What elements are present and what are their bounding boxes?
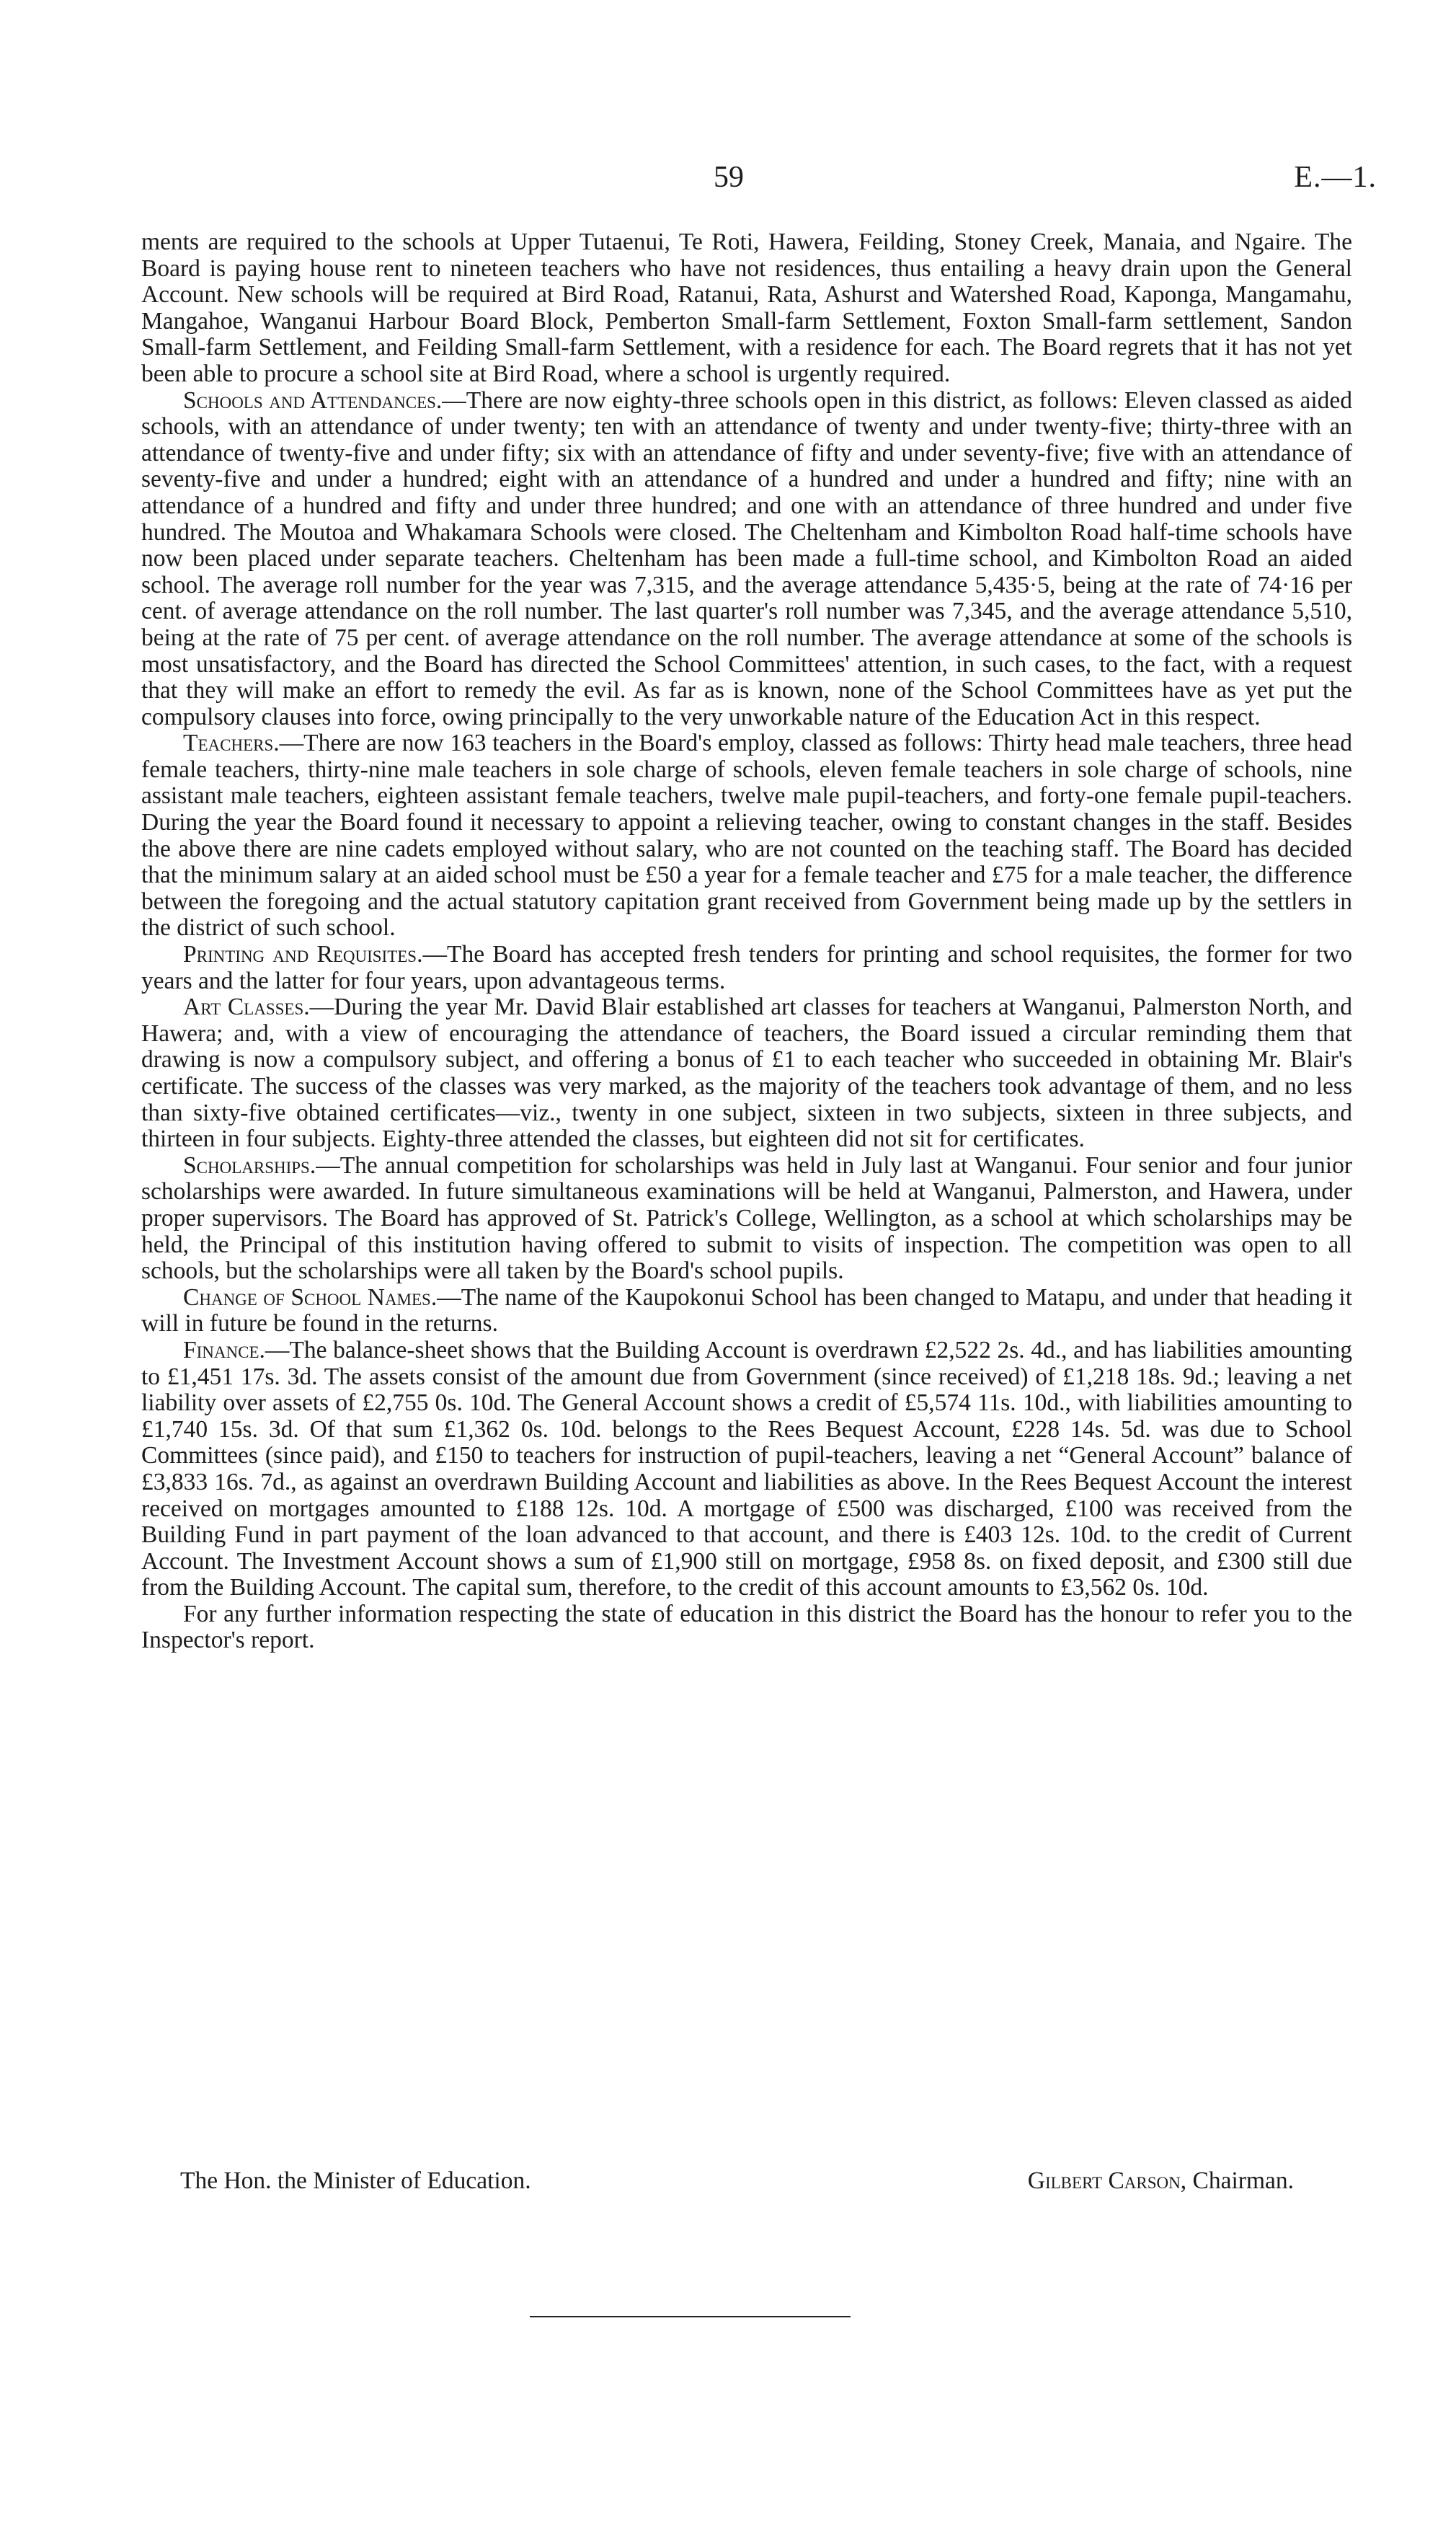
- paragraph-art-classes: [141, 994, 1352, 1153]
- paragraph-text: —There are now 163 teachers in the Board's employ, classed as follows: Thirty head male teachers, three head female teachers, thirty-nine male teachers in sole charge of schools, eleven female teachers in sole charge of schools, nine assistant male teachers, eighteen assistant female teachers, twelve male pupil-teachers, and forty-one female pupil-teachers. During the year the Board found it necessary to appoint a relieving teacher, owing to constant changes in the staff. Besides the above there are nine cadets employed without salary, who are not counted on the teaching staff. The Board has decided that the minimum salary at an aided school must be £50 a year for a female teacher and £75 for a male teacher, the difference between the foregoing and the actual statutory capitation grant received from Government being made up by the settlers in the district of such school.: [141, 730, 1352, 942]
- section-heading: Change of School Names.: [183, 1283, 438, 1311]
- paragraph-text: —The balance-sheet shows that the Building Account is overdrawn £2,522 2s. 4d., and has liabilities amounting to £1,451 17s. 3d. The assets consist of the amount due from Government (since received) of £1,218 18s. 9d.; leaving a net liability over assets of £2,755 0s. 10d. The General Account shows a credit of £5,574 11s. 10d., with liabilities amounting to £1,740 15s. 3d. Of that sum £1,362 0s. 10d. belongs to the Rees Bequest Account, £228 14s. 5d. was due to School Committees (since paid), and £150 to teachers for instruction of pupil-teachers, leaving a net “General Account” balance of £3,833 16s. 7d., as against an overdrawn Building Account and liabilities as above. In the Rees Bequest Account the interest received on mortgages amounted to £188 12s. 10d. A mortgage of £500 was discharged, £100 was received from the Building Fund in part payment of the loan advanced to that account, and there is £403 12s. 10d. to the credit of Current Account. The Investment Account shows a sum of £1,900 still on mortgage, £958 8s. on fixed deposit, and £300 still due from the Building Account. The capital sum, therefore, to the credit of this account amounts to £3,562 0s. 10d.: [141, 1336, 1352, 1601]
- section-heading: Scholarships.: [183, 1151, 316, 1179]
- paragraph-closing: [141, 1601, 1352, 1654]
- paragraph-text: —During the year Mr. David Blair established art classes for teachers at Wanganui, Palmerston North, and Hawera; and, with a view of encouraging the attendance of teachers, the Board issued a circular reminding them that drawing is now a compulsory subject, and offering a bonus of £1 to each teacher who succeeded in obtaining Mr. Blair's certificate. The success of the classes was very marked, as the majority of the teachers took advantage of them, and no less than sixty-five obtained certificates—viz., twenty in one subject, sixteen in two subjects, sixteen in three subjects, and thirteen in four subjects. Eighty-three attended the classes, but eighteen did not sit for certificates.: [141, 994, 1352, 1153]
- signatory-title: , Chairman.: [1180, 2167, 1294, 2194]
- signatory-name: Gilbert Carson: [1027, 2167, 1181, 2194]
- addressee: The Hon. the Minister of Education.: [180, 2167, 531, 2194]
- section-heading: Finance.: [183, 1336, 265, 1363]
- paragraph-teachers: [141, 730, 1352, 942]
- report-body: [141, 229, 1352, 1654]
- paragraph-change-of-school-names: [141, 1285, 1352, 1337]
- section-heading: Art Classes.: [183, 994, 310, 1021]
- paragraph-text: —There are now eighty-three schools open in this district, as follows: Eleven classed as aided schools, with an attendance of under twenty; ten with an attendance of twenty and under twenty-five; thirty-three with an attendance of twenty-five and under fifty; six with an attendance of fifty and under seventy-five; five with an attendance of seventy-five and under a hundred; eight with an attendance of a hundred and under a hundred and fifty; nine with an attendance of a hundred and fifty and under three hundred; and one with an attendance of three hundred and under five hundred. The Moutoa and Whakamara Schools were closed. The Cheltenham and Kimbolton Road half-time schools have now been placed under separate teachers. Cheltenham has been made a full-time school, and Kimbolton Road an aided school. The average roll number for the year was 7,315, and the average attendance 5,435·5, being at the rate of 74·16 per cent. of average attendance on the roll number. The last quarter's roll number was 7,345, and the average attendance 5,510, being at the rate of 75 per cent. of average attendance on the roll number. The average attendance at some of the schools is most unsatisfactory, and the Board has directed the School Committees' attention, in such cases, to the fact, with a request that they will make an effort to remedy the evil. As far as is known, none of the School Committees have as yet put the compulsory clauses into force, owing principally to the very unworkable nature of the Education Act in this respect.: [141, 386, 1353, 730]
- signatory: [1028, 2167, 1294, 2195]
- paragraph-school-buildings: [141, 229, 1352, 388]
- paragraph-finance: [141, 1337, 1352, 1601]
- paragraph-printing-and-requisites: [141, 942, 1352, 994]
- section-heading: Printing and Requisites.: [183, 941, 423, 968]
- section-heading: Teachers.: [183, 730, 280, 757]
- paragraph-text: —The Board has accepted fresh tenders for printing and school requisites, the former for two years and the latter for four years, upon advantageous terms.: [141, 941, 1352, 994]
- signature-row: [180, 2167, 1294, 2196]
- footer-rule: [530, 2316, 851, 2317]
- paragraph-text: —The annual competition for scholarships was held in July last at Wanganui. Four senior and four junior scholarships were awarded. In future simultaneous examinations will be held at Wanganui, Palmerston, and Hawera, under proper supervisors. The Board has approved of St. Patrick's College, Wellington, as a school at which scholarships may be held, the Principal of this institution having offered to submit to visits of inspection. The competition was open to all schools, but the scholarships were all taken by the Board's school pupils.: [141, 1151, 1352, 1285]
- paragraph-schools-and-attendances: [141, 388, 1352, 731]
- page-number: 59: [714, 161, 744, 194]
- page-header: [0, 160, 1456, 203]
- paragraph-scholarships: [141, 1153, 1352, 1285]
- paragraph-text: —The name of the Kaupokonui School has been changed to Matapu, and under that heading it will in future be found in the returns.: [141, 1283, 1353, 1337]
- paragraph-text: ments are required to the schools at Upper Tutaenui, Te Roti, Hawera, Feilding, Stoney Creek, Manaia, and Ngaire. The Board is paying house rent to nineteen teachers who have not residences, thus entailing a heavy drain upon the General Account. New schools will be required at Bird Road, Ratanui, Rata, Ashurst and Watershed Road, Kaponga, Mangamahu, Mangahoe, Wanganui Harbour Board Block, Pemberton Small-farm Settlement, Foxton Small-farm settlement, Sandon Small-farm Settlement, and Feilding Small-farm Settlement, with a residence for each. The Board regrets that it has not yet been able to procure a school site at Bird Road, where a school is urgently required.: [141, 229, 1352, 387]
- section-heading: Schools and Attendances.: [183, 386, 443, 414]
- paragraph-text: For any further information respecting the state of education in this district the Board has the honour to refer you to the Inspector's report.: [141, 1600, 1352, 1654]
- document-reference: E.—1.: [1294, 161, 1377, 194]
